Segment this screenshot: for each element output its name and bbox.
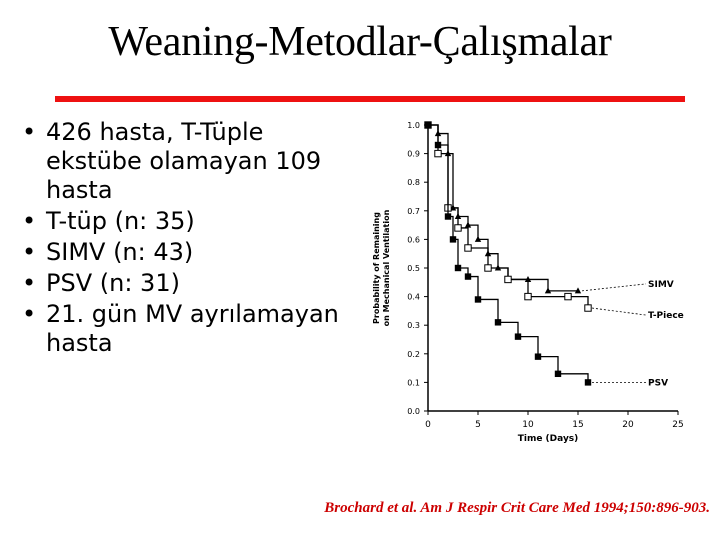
bullet-text: SIMV (n: 43) <box>46 238 194 266</box>
survival-chart <box>365 115 695 455</box>
data-point <box>565 293 571 299</box>
slide-title: Weaning-Metodlar-Çalışmalar <box>108 19 612 65</box>
data-point <box>505 276 511 282</box>
bullet-dot: • <box>22 207 37 235</box>
bullet-dot: • <box>22 269 37 297</box>
y-tick-label: 0.6 <box>407 235 420 245</box>
data-point <box>515 333 521 339</box>
bullet-dot: • <box>22 238 37 266</box>
data-point <box>585 379 591 385</box>
data-point <box>465 245 471 251</box>
title-underline <box>55 96 685 102</box>
bullet-text: PSV (n: 31) <box>46 269 180 297</box>
y-tick-label: 0.7 <box>407 206 420 216</box>
x-tick-label: 10 <box>522 420 534 430</box>
series-label: PSV <box>648 378 669 389</box>
x-tick-label: 0 <box>425 420 431 430</box>
data-point <box>455 225 461 231</box>
data-point <box>485 265 491 271</box>
y-tick-label: 0.5 <box>407 264 420 273</box>
x-axis-label: Time (Days) <box>517 434 579 444</box>
bullet-dot: • <box>22 118 37 146</box>
y-tick-label: 0.4 <box>407 292 420 302</box>
bullet-text: 426 hasta, T-Tüple ekstübe olamayan 109 hasta <box>46 118 322 204</box>
series-label: SIMV <box>648 279 674 290</box>
series-label-leader <box>582 284 646 291</box>
bullet-text: 21. gün MV ayrılamayan hasta <box>46 300 339 357</box>
series-line-psv <box>428 125 588 382</box>
bullet-item <box>22 207 362 236</box>
y-axis-label-line2: on Mechanical Ventilation <box>382 209 391 327</box>
data-point <box>475 296 481 302</box>
data-point <box>495 319 501 325</box>
data-point <box>445 213 451 219</box>
bullet-item <box>22 118 362 205</box>
x-tick-label: 5 <box>475 420 481 430</box>
y-tick-label: 0.3 <box>407 321 420 331</box>
citation: Brochard et al. Am J Respir Crit Care Med 1994;150:896-903. <box>324 500 710 516</box>
y-tick-label: 0.9 <box>407 149 420 159</box>
data-point <box>435 150 441 156</box>
data-point <box>450 236 456 242</box>
data-point <box>525 293 531 299</box>
x-tick-label: 25 <box>672 420 684 430</box>
y-tick-label: 0.2 <box>407 349 420 359</box>
y-axis-label: Probability of Remaining <box>372 212 381 324</box>
data-point <box>455 265 461 271</box>
data-point <box>555 371 561 377</box>
data-point <box>435 142 441 148</box>
bullet-list <box>22 118 362 360</box>
bullet-item <box>22 300 362 358</box>
bullet-dot: • <box>22 300 37 328</box>
data-point <box>465 273 471 279</box>
y-tick-label: 1.0 <box>407 121 420 130</box>
series-label: T-Piece <box>648 311 684 322</box>
bullet-text: T-tüp (n: 35) <box>46 207 195 235</box>
series-label-leader <box>592 308 646 315</box>
x-tick-label: 20 <box>622 420 634 430</box>
y-tick-label: 0.8 <box>407 178 420 188</box>
x-tick-label: 15 <box>572 420 584 430</box>
data-point <box>425 122 431 128</box>
bullet-item <box>22 238 362 267</box>
data-point <box>585 305 591 311</box>
y-tick-label: 0.1 <box>407 378 420 388</box>
y-tick-label: 0.0 <box>407 407 420 416</box>
data-point <box>535 353 541 359</box>
bullet-item <box>22 269 362 298</box>
